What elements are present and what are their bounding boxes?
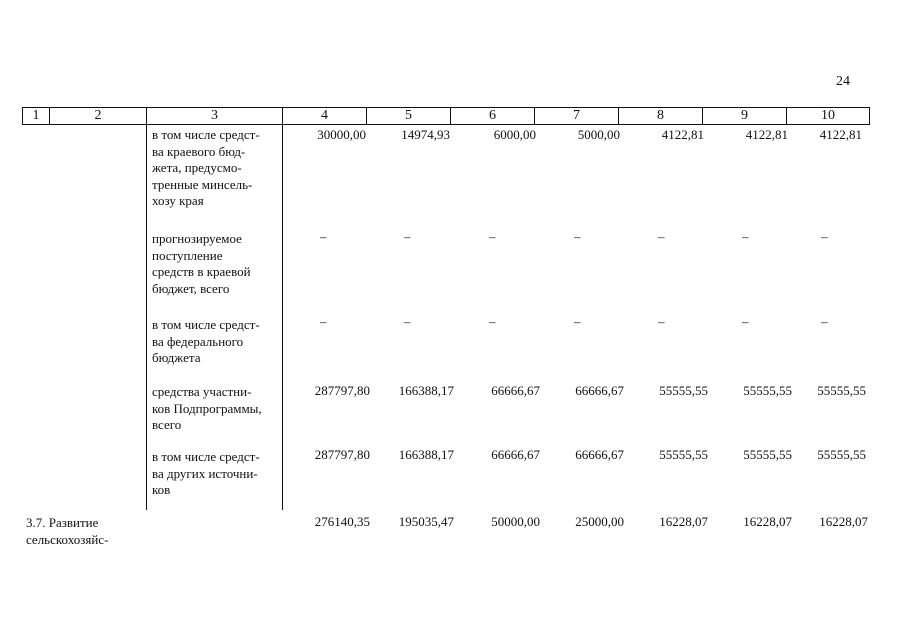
value-cell: – [574,314,581,329]
section-label: 3.7. Развитие сельскохозяйс- [26,515,109,547]
row-label: в том числе средст- ва краевого бюд- жета, предусмо- тренные минсель- хозу края [152,127,260,208]
value-cell: 55555,55 [743,447,792,462]
section-value-cell: 25000,00 [575,514,624,529]
value-cell: – [821,314,828,329]
value-cell: 66666,67 [491,447,540,462]
value-cell: 6000,00 [493,127,536,142]
row-label: прогнозируемое поступление средств в краевой бюджет, всего [152,231,251,296]
section-value-cell: 50000,00 [491,514,540,529]
value-cell: – [320,229,327,244]
value-cell: 55555,55 [743,383,792,398]
column-header-3: 3 [147,108,283,124]
value-cell: – [574,229,581,244]
value-cell: – [742,314,749,329]
column-header-10: 10 [821,108,835,123]
column-header-2: 2 [50,108,147,124]
row-label: средства участни- ков Подпрограммы, всего [152,384,262,432]
section-value-cell: 16228,07 [819,514,868,529]
value-cell: 4122,81 [819,127,862,142]
value-cell: – [742,229,749,244]
row-label: в том числе средст- ва федерального бюджета [152,317,260,365]
column-header-1: 1 [23,108,50,124]
table-header-row [22,107,870,125]
value-cell: – [821,229,828,244]
column-header-4: 4 [283,108,367,124]
value-cell: – [658,314,665,329]
page-number: 24 [836,74,850,89]
value-cell: – [404,314,411,329]
section-value-cell: 195035,47 [398,514,454,529]
value-cell: 66666,67 [491,383,540,398]
value-cell: – [404,229,411,244]
value-cell: 55555,55 [817,383,866,398]
value-cell: 66666,67 [575,447,624,462]
value-cell: 4122,81 [661,127,704,142]
value-cell: – [489,314,496,329]
value-cell: 14974,93 [401,127,450,142]
column-header-7: 7 [535,108,619,124]
column-divider-2-3 [146,125,147,510]
column-header-8: 8 [619,108,703,124]
section-value-cell: 16228,07 [659,514,708,529]
value-cell: 287797,80 [314,447,370,462]
column-header-5: 5 [367,108,451,124]
value-cell: 166388,17 [398,447,454,462]
value-cell: 287797,80 [314,383,370,398]
value-cell: – [489,229,496,244]
section-value-cell: 16228,07 [743,514,792,529]
column-header-6: 6 [451,108,535,124]
value-cell: 55555,55 [659,447,708,462]
column-header-9: 9 [703,108,787,124]
value-cell: – [658,229,665,244]
value-cell: 55555,55 [659,383,708,398]
value-cell: 55555,55 [817,447,866,462]
column-divider-3-4 [282,125,283,510]
value-cell: – [320,314,327,329]
value-cell: 5000,00 [577,127,620,142]
value-cell: 4122,81 [745,127,788,142]
value-cell: 30000,00 [317,127,366,142]
row-label: в том числе средст- ва других источни- ков [152,449,260,497]
value-cell: 66666,67 [575,383,624,398]
section-value-cell: 276140,35 [314,514,370,529]
value-cell: 166388,17 [398,383,454,398]
